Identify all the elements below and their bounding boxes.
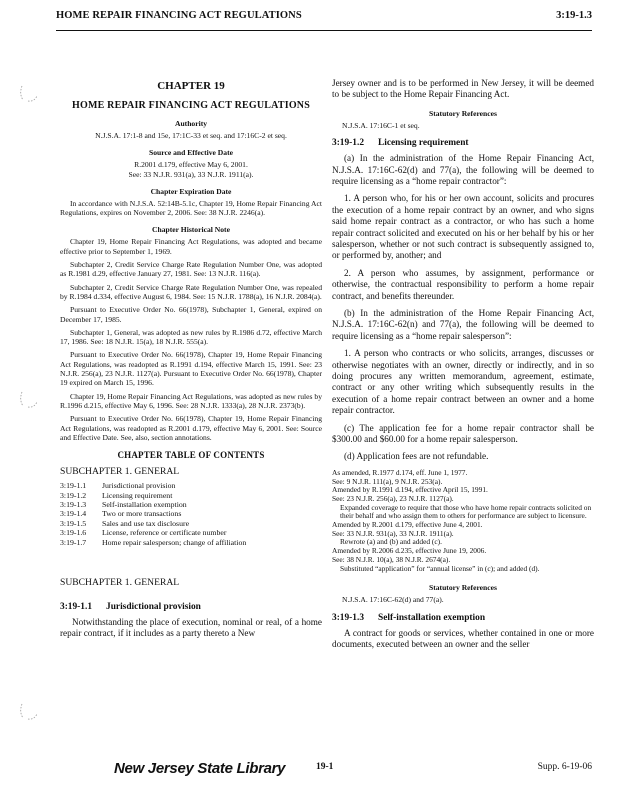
library-stamp: New Jersey State Library <box>114 760 286 777</box>
toc-entry[interactable]: 3:19-1.5 Sales and use tax disclosure <box>60 518 190 528</box>
expiration-heading: Chapter Expiration Date <box>150 186 232 196</box>
punch-hole-mark-icon <box>18 388 40 410</box>
toc-subchapter: SUBCHAPTER 1. GENERAL <box>60 466 180 478</box>
toc-entry[interactable]: 3:19-1.6 License, reference or certificate number <box>60 528 227 538</box>
section-heading: 3:19-1.2 Licensing requirement <box>332 138 469 149</box>
paragraph-d: (d) Application fees are not refundable. <box>344 451 489 462</box>
paragraph-a1: 1. A person who, for his or her own account, solicits and procures the execution of a home repair contract by an owner, and who signs said home repair contract as a contractor, or who has such a home repair contract solicited and executed on his or her behalf by his or her salesperson, whether or not such contract is subsequently assigned to, or performed by, another; and <box>332 193 594 261</box>
toc-entry[interactable]: 3:19-1.1 Jurisdictional provision <box>60 481 176 491</box>
history-paragraph: Chapter 19, Home Repair Financing Act Regulations, was adopted as new rules by R.1996 d.215, effective May 6, 1996. See: 28 N.J.R. 1333(a), 28 N.J.R. 2373(b). <box>60 391 322 410</box>
source-line: R.2001 d.179, effective May 6, 2001. <box>134 160 248 170</box>
chapter-number: CHAPTER 19 <box>157 80 225 92</box>
amendment-line: As amended, R.1977 d.174, eff. June 1, 1977. <box>332 467 468 477</box>
history-paragraph: Subchapter 2, Credit Service Charge Rate Regulation Number One, was adopted as R.1981 d.29, effective January 27, 1981. See: 13 N.J.R. 116(a). <box>60 260 322 279</box>
running-header <box>56 8 592 31</box>
amendment-line: Amended by R.2006 d.235, effective June 19, 2006. <box>332 546 487 556</box>
history-paragraph: Subchapter 2, Credit Service Charge Rate Regulation Number One, was repealed by R.1984 d.334, effective August 6, 1984. See: 15 N.J.R. 1788(a), 16 N.J.R. 2084(a). <box>60 282 322 301</box>
paragraph-a: (a) In the administration of the Home Repair Financing Act, N.J.S.A. 17:16C-62(d) and 77(a), the following will be deemed to require licensing as a “home repair contractor”: <box>332 153 594 186</box>
toc-entry[interactable]: 3:19-1.2 Licensing requirement <box>60 490 173 500</box>
history-paragraph: Chapter 19, Home Repair Financing Act Regulations, was adopted and became effective prior to September 1, 1969. <box>60 237 322 256</box>
chapter-title: HOME REPAIR FINANCING ACT REGULATIONS <box>72 100 310 111</box>
amendment-line: Rewrote (a) and (b) and added (c). <box>340 537 442 547</box>
toc-heading: CHAPTER TABLE OF CONTENTS <box>117 450 265 461</box>
amendment-line: See: 33 N.J.R. 931(a), 33 N.J.R. 1911(a). <box>332 528 454 538</box>
expiration-text: In accordance with N.J.S.A. 52:14B-5.1c, Chapter 19, Home Repair Financing Act Regulations, expires on November 2, 2006. See: 38 N.J.R. 2246(a). <box>60 198 322 218</box>
section-heading: 3:19-1.1 Jurisdictional provision <box>60 601 201 612</box>
continued-text: Jersey owner and is to be performed in New Jersey, it will be deemed to be subject to the Home Repair Financing Act. <box>332 78 594 100</box>
amendment-notes <box>332 469 594 573</box>
header-section: 3:19-1.3 <box>556 10 592 21</box>
statutory-reference: N.J.S.A. 17:16C-1 et seq. <box>342 120 420 130</box>
history-paragraph: Subchapter 1, General, was adopted as new rules by R.1986 d.72, effective March 17, 1986. See: 18 N.J.R. 15(a), 18 N.J.R. 555(a). <box>60 327 322 347</box>
amendment-line: See: 9 N.J.R. 111(a), 9 N.J.R. 253(a). <box>332 476 443 486</box>
page-number: 19-1 <box>316 762 334 772</box>
history-paragraph: Pursuant to Executive Order No. 66(1978), Subchapter 1, General, expired on December 17, 1985. <box>60 305 322 324</box>
amendment-line: See: 38 N.J.R. 10(a), 38 N.J.R. 2674(a). <box>332 554 451 564</box>
toc-entry[interactable]: 3:19-1.4 Two or more transactions <box>60 509 182 519</box>
history-paragraph: Pursuant to Executive Order No. 66(1978), Chapter 19, Home Repair Financing Act Regulations, was readopted as R.2001 d.179, effective May 6, 2001. See: Source and Effective Date. See, also, section annotations. <box>60 414 322 442</box>
toc-entry[interactable]: 3:19-1.7 Home repair salesperson; change of affiliation <box>60 537 247 547</box>
header-title: HOME REPAIR FINANCING ACT REGULATIONS <box>56 10 302 21</box>
subchapter-heading: SUBCHAPTER 1. GENERAL <box>60 576 180 588</box>
authority-text: N.J.S.A. 17:1-8 and 15e, 17:1C-33 et seq. and 17:16C-2 et seq. <box>95 131 287 140</box>
paragraph-c: (c) The application fee for a home repair contractor shall be $300.00 and $60.00 for a home repair salesperson. <box>332 422 594 445</box>
amendment-line: Expanded coverage to require that those who have home repair contracts solicited on their behalf and who assign them to others for performance are subject to licensure. <box>340 502 592 521</box>
toc-entry[interactable]: 3:19-1.3 Self-installation exemption <box>60 499 187 509</box>
history-heading: Chapter Historical Note <box>152 225 230 235</box>
statutory-references-heading: Statutory References <box>429 583 497 593</box>
amendment-line: Substituted “application” for “annual license” in (c); and added (d). <box>340 563 540 573</box>
amendment-line: Amended by R.1991 d.194, effective April 15, 1991. <box>332 485 488 495</box>
authority-heading: Authority <box>174 119 208 128</box>
amendment-line: See: 23 N.J.R. 256(a), 23 N.J.R. 1127(a). <box>332 493 454 503</box>
punch-hole-mark-icon <box>18 700 40 722</box>
source-heading: Source and Effective Date <box>148 148 233 158</box>
paragraph-a2: 2. A person who assumes, by assignment, performance or otherwise, the contractual responsibility to perform a home repair contract, and benefits thereunder. <box>332 267 594 301</box>
left-column <box>60 76 322 646</box>
history-paragraph: Pursuant to Executive Order No. 66(1978), Chapter 19, Home Repair Financing Act Regulations, was readopted as R.1991 d.194, effective March 15, 1991. See: 23 N.J.R. 256(a), 23 N.J.R. 1127(a). Pursuant to Executive Order No. 66(1978), Chapter 19 expired on March 15, 1996. <box>60 350 322 388</box>
page-footer <box>56 758 592 784</box>
statutory-reference: N.J.S.A. 17:16C-62(d) and 77(a). <box>342 595 444 605</box>
punch-hole-mark-icon <box>18 82 40 104</box>
section-text: A contract for goods or services, whether contained in one or more documents, executed between an owner and the seller <box>332 627 594 649</box>
toc-list <box>60 481 322 547</box>
section-text: Notwithstanding the place of execution, nominal or real, of a home repair contract, if it includes as a party thereto a New <box>60 616 322 639</box>
section-heading: 3:19-1.3 Self-installation exemption <box>332 612 486 623</box>
statutory-references-heading: Statutory References <box>429 108 497 118</box>
source-line: See: 33 N.J.R. 931(a), 33 N.J.R. 1911(a). <box>128 169 254 179</box>
amendment-line: Amended by R.2001 d.179, effective June 4, 2001. <box>332 520 483 530</box>
supplement-date: Supp. 6-19-06 <box>537 762 592 772</box>
paragraph-b: (b) In the administration of the Home Repair Financing Act, N.J.S.A. 17:16C-62(n) and 77(a), the following will be deemed to require licensing as a “home repair salesperson”: <box>332 307 594 341</box>
paragraph-b1: 1. A person who contracts or who solicits, arranges, discusses or otherwise negotiates with an owner, directly or indirectly, and in so doing procures any written memorandum, agreement, estimate, contract or any other writing which subsequently results in the execution of a home repair contract between an owner and a home repair contractor. <box>332 348 594 416</box>
right-column <box>332 78 594 656</box>
